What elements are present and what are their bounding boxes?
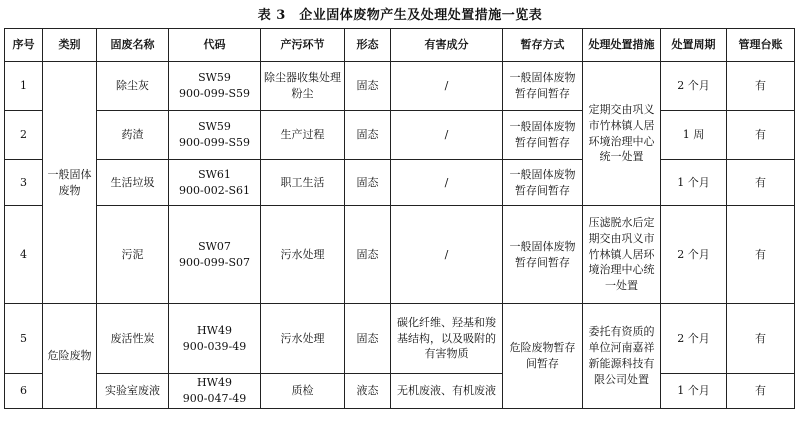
cell-cycle: 1 个月 [661, 160, 727, 206]
category-hazard: 危险废物 [43, 304, 97, 409]
cell-harmful: / [391, 160, 503, 206]
header-no: 序号 [5, 29, 43, 62]
cell-no: 6 [5, 374, 43, 409]
cell-harmful: / [391, 111, 503, 160]
cell-harmful: / [391, 206, 503, 304]
code-number: 900-099-S59 [179, 136, 250, 149]
cell-source: 污水处理 [261, 304, 345, 374]
code-category: SW59 [198, 120, 231, 134]
cell-source: 质检 [261, 374, 345, 409]
table-row [5, 304, 795, 374]
cell-ledger: 有 [727, 206, 795, 304]
table-row [5, 206, 795, 304]
code-category: SW59 [198, 71, 231, 85]
code-category: SW07 [198, 239, 231, 253]
table-row [5, 111, 795, 160]
code-number: 900-099-S59 [179, 87, 250, 100]
cell-cycle: 2 个月 [661, 206, 727, 304]
cell-ledger: 有 [727, 304, 795, 374]
cell-no: 2 [5, 111, 43, 160]
header-cycle: 处置周期 [661, 29, 727, 62]
code-number: 900-099-S07 [179, 255, 250, 269]
header-ledger: 管理台账 [727, 29, 795, 62]
cell-source: 污水处理 [261, 206, 345, 304]
storage-hazard: 危险废物暂存间暂存 [503, 304, 583, 409]
cell-name: 药渣 [97, 111, 169, 160]
code-number: 900-002-S61 [179, 183, 250, 197]
treatment-general-b: 压滤脱水后定期交由巩义市竹林镇人居环境治理中心统一处置 [583, 206, 661, 304]
header-harmful: 有害成分 [391, 29, 503, 62]
header-state: 形态 [345, 29, 391, 62]
header-source: 产污环节 [261, 29, 345, 62]
cell-no: 4 [5, 206, 43, 304]
table-caption: 表 3 企业固体废物产生及处理处置措施一览表 [257, 8, 543, 23]
cell-state: 固态 [345, 206, 391, 304]
cell-source: 除尘器收集处理粉尘 [261, 62, 345, 111]
code-category: SW61 [198, 167, 231, 181]
header-treatment: 处理处置措施 [583, 29, 661, 62]
cell-code [169, 160, 261, 206]
cell-state: 固态 [345, 160, 391, 206]
cell-code [169, 111, 261, 160]
cell-ledger: 有 [727, 160, 795, 206]
cell-source: 生产过程 [261, 111, 345, 160]
cell-code [169, 374, 261, 409]
cell-name: 实验室废液 [97, 374, 169, 409]
cell-state: 固态 [345, 62, 391, 111]
cell-harmful: 无机废液、有机废液 [391, 374, 503, 409]
cell-harmful: / [391, 62, 503, 111]
cell-name: 生活垃圾 [97, 160, 169, 206]
cell-cycle: 1 个月 [661, 374, 727, 409]
table-row [5, 62, 795, 111]
cell-name: 除尘灰 [97, 62, 169, 111]
cell-storage: 一般固体废物暂存间暂存 [503, 206, 583, 304]
cell-ledger: 有 [727, 62, 795, 111]
cell-harmful: 碳化纤维、羟基和羧基结构，以及吸附的有害物质 [391, 304, 503, 374]
waste-table [4, 28, 795, 409]
header-name: 固废名称 [97, 29, 169, 62]
cell-cycle: 2 个月 [661, 304, 727, 374]
header-storage: 暂存方式 [503, 29, 583, 62]
table-row [5, 160, 795, 206]
code-number: 900-039-49 [182, 339, 247, 353]
cell-code [169, 304, 261, 374]
cell-state: 固态 [345, 304, 391, 374]
category-general: 一般固体废物 [43, 62, 97, 304]
cell-no: 3 [5, 160, 43, 206]
cell-storage: 一般固体废物暂存间暂存 [503, 111, 583, 160]
cell-cycle: 1 周 [661, 111, 727, 160]
cell-state: 固态 [345, 111, 391, 160]
cell-state: 液态 [345, 374, 391, 409]
treatment-hazard: 委托有资质的单位河南嘉祥新能源科技有限公司处置 [583, 304, 661, 409]
cell-no: 1 [5, 62, 43, 111]
header-code: 代码 [169, 29, 261, 62]
cell-source: 职工生活 [261, 160, 345, 206]
cell-ledger: 有 [727, 111, 795, 160]
cell-cycle: 2 个月 [661, 62, 727, 111]
header-row [5, 29, 795, 62]
cell-no: 5 [5, 304, 43, 374]
cell-storage: 一般固体废物暂存间暂存 [503, 160, 583, 206]
cell-code [169, 62, 261, 111]
code-category: HW49 [197, 323, 232, 337]
code-category: HW49 [197, 376, 232, 389]
header-category: 类别 [43, 29, 97, 62]
cell-name: 污泥 [97, 206, 169, 304]
cell-name: 废活性炭 [97, 304, 169, 374]
cell-ledger: 有 [727, 374, 795, 409]
cell-storage: 一般固体废物暂存间暂存 [503, 62, 583, 111]
cell-code [169, 206, 261, 304]
treatment-general-a: 定期交由巩义市竹林镇人居环境治理中心统一处置 [583, 62, 661, 206]
code-number: 900-047-49 [182, 391, 247, 405]
table-row [5, 374, 795, 409]
